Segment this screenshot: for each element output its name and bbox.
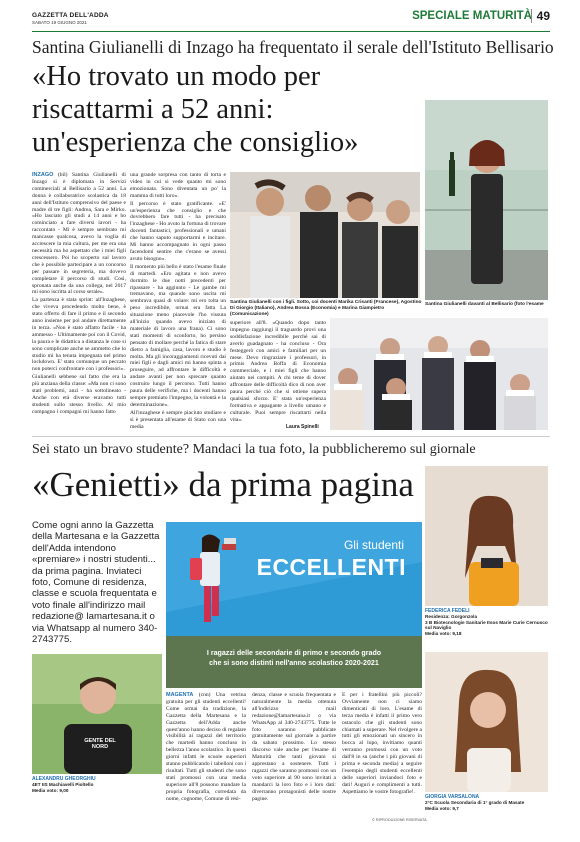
- student-grade: Media voto: 9,18: [425, 630, 462, 636]
- article1-dateline: INZAGO: [32, 172, 54, 178]
- article1-col2-p1: una grande sorpresa con tanto di torta e video in cui si vede quanto mi sono emozionata. Sono diventata un po' la mamma di tutti loro».: [130, 172, 226, 199]
- article2-dateline: MAGENTA: [166, 692, 194, 698]
- article1-kicker: Santina Giulianelli di Inzago ha frequentato il serale dell'Istituto Bellisario: [32, 37, 554, 57]
- newspaper-name: GAZZETTA DELL'ADDA: [32, 12, 109, 19]
- banner-subtitle-1: I ragazzi delle secondarie di primo e secondo grado: [206, 649, 382, 657]
- banner-title-small: Gli studenti: [343, 538, 404, 552]
- family-photo-caption: Santina Giulianelli con i figli. Sotto, coi docenti Marika Crisanti (Francese), Agostino Di Giorgio (Italiano), Andrea Bossa (Economia) e Marina Giampietro (Comunicazione): [230, 300, 422, 317]
- article1-col1-p2: La partenza è stata sprint: all'Inzaghese, che viveva procedendo molto bene, è stato offerto di fare il primo e il secondo anno insieme per poi andare direttamente in terza. «Non è stato affatto facile - ha ammesso - Ultimamente poi con il Covid, la paura e le didattica a distanza le cose si sono complicate anche se ammetto che lo studio mi ha tenuta impegnata nel primo lockdown. E' stato comunque un peccato non poterci confrontare con i professori».: [32, 297, 126, 373]
- student-residence: Residenza: Gorgonzola: [425, 614, 478, 619]
- student-name: FEDERICA FEDELI: [425, 608, 470, 614]
- article2-headline: «Genietti» da prima pagina: [32, 465, 414, 504]
- student-school: 4ET IIS Machiavelli Pioltello: [32, 782, 94, 787]
- shirt-text: GENTE DEL NORD: [84, 738, 116, 750]
- article1-signature: Laura Spinelli: [286, 424, 319, 430]
- portrait-photo-caption: Santina Giulianelli davanti al Bellisario (foto l'esame: [425, 302, 544, 307]
- article2-kicker: Sei stato un bravo studente? Mandaci la tua foto, la pubblicheremo sul giornale: [32, 442, 476, 457]
- article1-col2-p3: Il momento più bello è stato l'esame finale di martedì. «Ero agitata e non avevo dormito le due notti precedenti per ripassare - ha aggiunto - Le gambe mi tremavano, ma quando sono uscita mi sembrava quasi di volare: mi ero tolta un peso incredibile, ormai era fatta La situazione meno piacevole l'ho vissuta all'inizio quando avevo iniziato di materiale di lavoro una frana). Ci sono stati momenti di sconforto, ho persino pensato di mollare perché la fatica di stare dietro a famiglia, casa, lavoro e studio è molta. Ma gli incoraggiamenti ricevuti dai miei figli e dagli amici mi hanno spinta a proseguire, ad affrontare le difficoltà e andare avanti per non sprecare quanto costruito lungo il percorso. Tutti hanno paura delle verifiche, ma i docenti hanno sempre premiato l'impegno, la volontà e la determinazione».: [130, 263, 226, 408]
- article2-intro: Come ogni anno la Gazzetta della Martesana e la Gazzetta dell'Adda intendono «premiare» i nostri studenti... da prima pagina. Inviateci foto, Comune di residenza, classe e scuola frequentata e voto finale all'indirizzo mail redazione@ lamartesana.it o via Whatsapp al numero 340-2743775.: [32, 520, 160, 646]
- article1-col2-p2: Il percorso è stato gratificante. «E' un'esperienza che consiglio e che dovrebbero fare tutti - ha precisato l'inzaghese - Ho avuto la fortuna di trovare docenti fantastici, professionali e umani che hanno saputo supportarmi e incitare. Mi hanno accompagnato in ogni passo facendomi sentire che c'erano se avessi avuto bisogno».: [130, 200, 226, 262]
- copyright-notice: © RIPRODUZIONE RISERVATA: [372, 818, 427, 822]
- article1-column-3: [230, 320, 326, 426]
- article2-col3-text: E per i fratellini più piccoli? Ovviamente non ci siamo dimenticati di loro. L'esame di terza media è infatti il primo vero ostacolo che gli studenti sono chiamati a superare. Nel rivolgere a tutti gli emozionati un sincero in bocca al lupo, invitiamo quanti verranno promossi con un voto dall'8 in su (anche i più giovani di prima e seconda media) a seguire l'esempio degli studenti eccellenti delle superiori inviandoci foto e dati! Auguri e complimenti a tutti. Aspettiamo le vostre fotografie!.: [342, 692, 422, 795]
- teachers-photo: [330, 318, 548, 430]
- article1-column-1: [32, 172, 126, 430]
- student-photo-federica: [425, 466, 548, 606]
- student-school: 2°C Scuola Secondaria di 1° grado di Masate: [425, 800, 525, 805]
- page-number: 49: [531, 9, 550, 23]
- family-photo: [230, 172, 420, 298]
- banner-title-big: ECCELLENTI: [256, 554, 406, 580]
- article1-col3-p1: superiore all'8. «Quando dopo tanto impegno raggiungi il traguardo provi una soddisfazione incredibile perché sai di averlo guadagnato - ha concluso - Ora festeggerò con amici e familiari per un mese. Devo ringraziare i professori, in primis Andrea Boffa di Economia commerciale, e i miei figli che hanno aiutato nei compiti. A chi teme di dover affrontare delle difficoltà dico di non aver paura perché ciò che si ottiene supera qualsiasi sforzo. E' stata un'esperienza formativa e appagante a livello umano e culturale. Puoi sempre riscattarti nella vita».: [230, 320, 326, 423]
- article1-headline: «Ho trovato un modo per riscattarmi a 52 anni: un'esperienza che consiglio»: [32, 61, 359, 158]
- student-card-federica: [425, 608, 549, 636]
- article2-column-2: [252, 692, 336, 824]
- student-card-alexandru: [32, 776, 162, 793]
- student-card-giorgia: [425, 794, 549, 811]
- article1-col1-p1: (bil) Santina Giulianelli di Inzago si è diplomata in Servizi commerciali al Bellisario a 52 anni. La donna è collaboratrice scolastica da 18 anni dell'Istituto comprensivo del paese e madre di tre figli: Andrea, Sara e Mirko. «Ho lasciato gli studi a 14 anni e ho cominciato a fare diversi lavori - ha raccontato - Mi è sempre sembrato mi mancasse qualcosa, avevo la voglia di accrescere la mia cultura, per me era una necessità ma ho aspettato che i miei figli crescessero. Poi ho scoperto sul lavoro che è possibile partecipare a un concorso per passare in segreteria, ma dovevo completare il percorso di studi. Così, spronata anche da una collega, nel 2017 mi sono iscritta al corso serale».: [32, 172, 126, 296]
- section-title: SPECIALE MATURITÀ: [412, 10, 532, 22]
- article2-col2-text: denza, classe e scuola frequentata e naturalmente la media ottenuta all'indirizzo mail redazione@lamartesana.it o via WhatsApp al 340-2743775. Tutte le foto saranno pubblicate gratuitamente sul giornale a partire da sabato prossimo. Lo stesso discorso vale anche per l'esame di Maturità che tanti giovani si apprestano a sostenere. Tutti i ragazzi che saranno promossi con un voto superiore al 90 sono invitati a mandarci la loro foto e i loro dati: diverranno protagonisti delle nostre pagine.: [252, 692, 336, 802]
- article2-column-1: [166, 692, 246, 824]
- article2-col1-text: (cnn) Una vetrina gratuita per gli studenti eccellenti! Come ormai da tradizione, la Gazzetta della Martesana e la Gazzetta dell'Adda anche quest'anno hanno deciso di regalare visibilità ai ragazzi del territorio che martedì hanno concluso in bellezza l'anno scolastico. In questi giorni infatti le scuole superiori stanno pubblicando i tabelloni con i risultati. Tutti gli studenti che sono stati promossi con una media superiore all'8 possono mandare la propria fotografia, corredata da nome, cognome, Comune di resi-: [166, 692, 246, 802]
- student-photo-giorgia: [425, 652, 548, 792]
- article1-col2-p4: All'inzaghese è sempre piaciuto studiare e si è presentata all'esame di Stato con una media: [130, 409, 226, 430]
- student-photo-alexandru: [32, 654, 162, 774]
- student-name: ALEXANDRU GHEORGHIU: [32, 776, 96, 782]
- student-grade: Media voto: 9,00: [32, 787, 69, 793]
- article1-col1-p3: Giulianelli sebbene sul fatto che era la più anziana della classe: «Ma non ci sono stati problemi, anzi - ha sottolineato - Anche con età diverse eravamo tutti studenti sullo stesso livello. Al mio compagno i compagni mi hanno fatto: [32, 374, 126, 415]
- eccellenti-banner: [166, 522, 422, 688]
- student-school: 3 B Biotecnologie Sanitarie Itsos Marie Curie Cernusco sul Naviglio: [425, 619, 548, 630]
- student-name: GIORGIA VARSALONA: [425, 794, 480, 800]
- banner-subtitle-2: che si sono distinti nell'anno scolastico 2020-2021: [209, 659, 379, 667]
- section-divider: [32, 436, 550, 437]
- article2-column-3: [342, 692, 422, 816]
- issue-date: SABATO 19 GIUGNO 2021: [32, 20, 87, 25]
- article1-column-2: [130, 172, 226, 430]
- student-grade: Media voto: 9,7: [425, 805, 459, 811]
- portrait-photo: [425, 100, 548, 300]
- header-rule: [32, 31, 550, 32]
